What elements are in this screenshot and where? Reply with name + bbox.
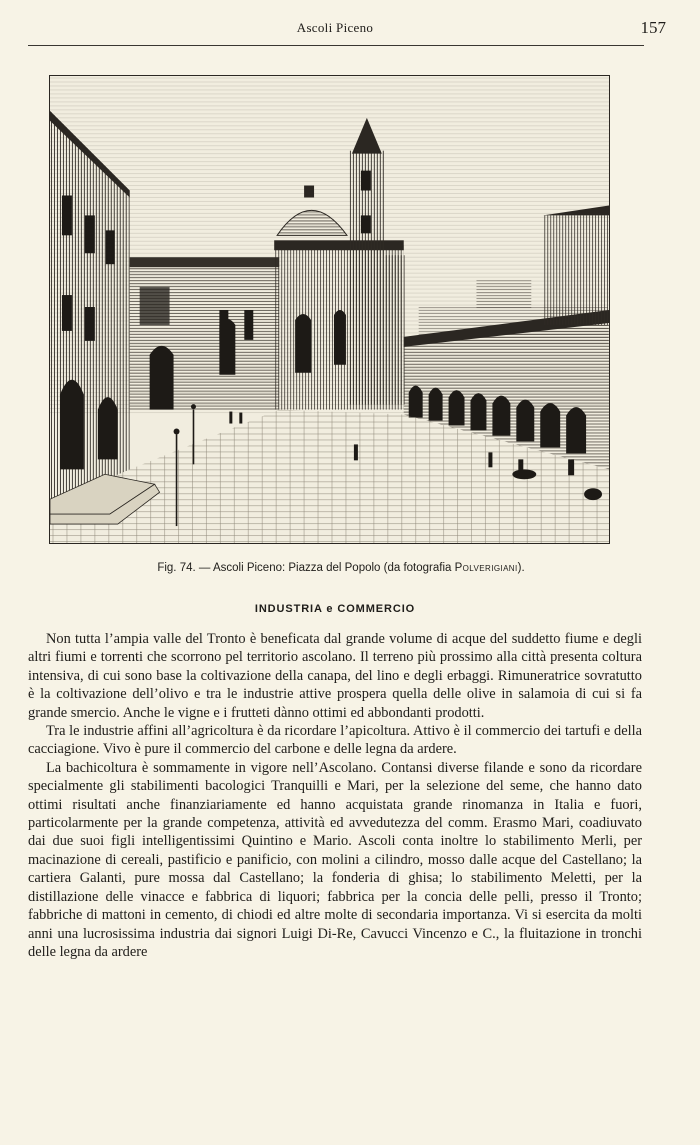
page-number: 157 (640, 18, 666, 37)
figure-label: Fig. 74. — (157, 562, 211, 574)
section-title: INDUSTRIA e COMMERCIO (254, 603, 416, 615)
palazzo-dei-capitani (130, 257, 279, 409)
figure-caption (40, 562, 642, 574)
paragraph: Tra le industrie affini all’agricoltura è da ricordare l’apicoltura. Attivo è il commercio dei tartufi e della cacciagione. Vivo è pure il commercio del carbone e delle legna da ardere. (28, 723, 642, 758)
figure-credit-close: ). (517, 562, 525, 574)
piazza-del-popolo-engraving (50, 76, 609, 543)
running-title: Ascoli Piceno (296, 20, 374, 35)
page-header (28, 18, 666, 42)
figure-credit: Polverigiani (454, 562, 518, 574)
engraving-illustration (49, 75, 610, 544)
figure-caption-text: Ascoli Piceno: Piazza del Popolo (da fotografia (212, 562, 452, 574)
header-rule (28, 45, 644, 46)
paragraph: La bachicoltura è sommamente in vigore nell’Ascolano. Contansi diverse filande e sono da ricordare specialmente gli stabilimenti bacologici Tranquilli e Mari, per la selezione del seme, che hanno dato ottimi risultati anche finanziariamente ed hanno acquistata grande rinomanza in Italia e fuori, particolarmente per la grande competenza, attività ed avvedutezza del comm. Erasmo Mari, coadiuvato dai due suoi figli intelligentissimi Quintino e Mario. Ascoli conta inoltre lo stabilimento Merli, per macinazione di cereali, pastificio e panificio, con molini a cilindro, mosso dalle acque del Castellano; la cartiera Galanti, pure mossa dal Castellano; la fonderia di ghisa; lo stabilimento Meletti, per la distillazione delle vinacce e fabbrica di liquori; fabbrica per la concia delle pelli, presso il Tronto; fabbriche di mattoni in cemento, di chiodi ed altre molte di secondaria importanza. Vi si esercita da molti anni una lucrosissima industria dai signori Luigi Di-Re, Cavucci Vincenzo e C., la fluitazione in tronchi delle legna da ardere (28, 759, 642, 960)
body-text (28, 630, 642, 961)
paragraph: Non tutta l’ampia valle del Tronto è beneficata dal grande volume di acque del suddetto fiume e degli altri fiumi e torrenti che scorrono pel territorio ascolano. Il terreno più prossimo alla città presenta coltura intensiva, di cui sono base la coltivazione della canapa, del lino e degli erbaggi. Rimuneratrice sovratutto è la coltivazione dell’olivo e tra le industrie attive prospera quella delle olive in salamoia di cui si fa grande smercio. Anche le vigne e i frutteti dànno ottimi ed abbondanti prodotti. (28, 631, 642, 721)
